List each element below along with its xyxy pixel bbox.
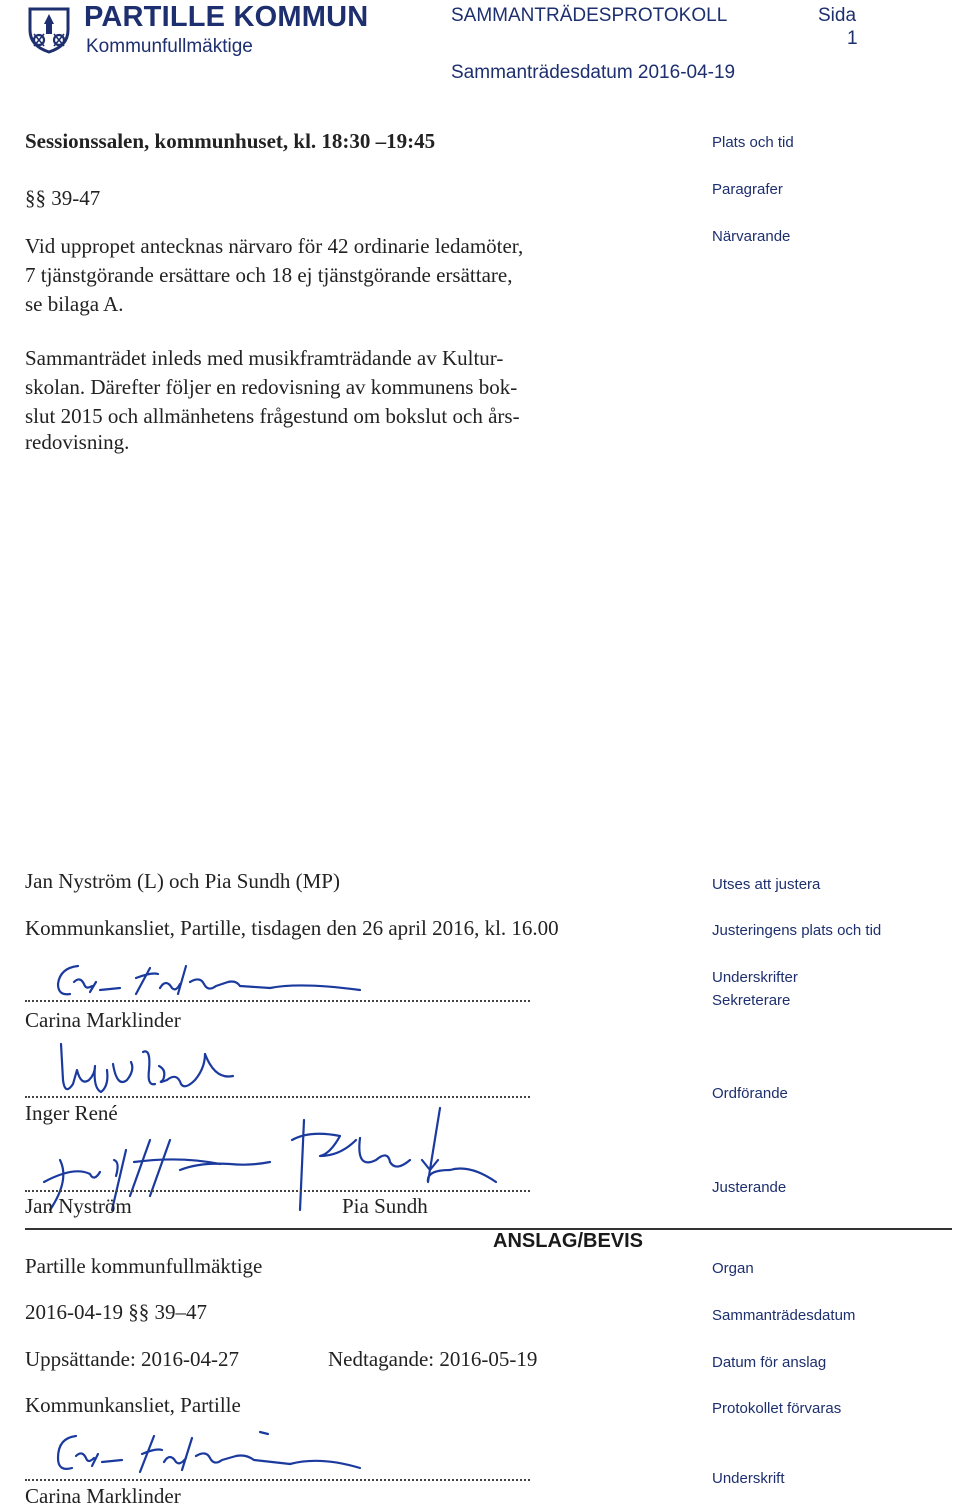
paragraphs-text: §§ 39-47	[25, 186, 101, 210]
attendance-line-2: 7 tjänstgörande ersättare och 18 ej tjänstgörande ersättare,	[25, 263, 513, 287]
intro-line-3: slut 2015 och allmänhetens frågestund om bokslut och års-	[25, 404, 520, 428]
label-posting-date: Datum för anslag	[712, 1354, 827, 1371]
adjust-place-text: Kommunkansliet, Partille, tisdagen den 26 april 2016, kl. 16.00	[25, 916, 559, 940]
notice-signature	[50, 1428, 370, 1480]
label-paragraphs: Paragrafer	[712, 181, 783, 198]
org-name: PARTILLE KOMMUN	[84, 1, 369, 33]
label-adjust-place: Justeringens plats och tid	[712, 922, 882, 939]
signature-line	[25, 1479, 530, 1481]
intro-line-4: redovisning.	[25, 430, 130, 454]
chair-name: Inger René	[25, 1101, 118, 1125]
label-signature: Underskrift	[712, 1470, 785, 1487]
secretary-signature	[40, 958, 380, 1003]
intro-line-2: skolan. Därefter följer en redovisning av kommunens bok-	[25, 375, 518, 399]
signature-line	[25, 1190, 530, 1192]
secretary-name: Carina Marklinder	[25, 1008, 181, 1032]
label-adjuster: Justerande	[712, 1179, 787, 1196]
document-type: SAMMANTRÄDESPROTOKOLL	[451, 5, 728, 26]
label-chair: Ordförande	[712, 1085, 788, 1102]
attendance-line-3: se bilaga A.	[25, 292, 124, 316]
notice-title: ANSLAG/BEVIS	[493, 1230, 644, 1252]
notice-stored-at: Kommunkansliet, Partille	[25, 1393, 241, 1417]
coat-of-arms-icon	[24, 4, 74, 54]
notice-date-paragraphs: 2016-04-19 §§ 39–47	[25, 1300, 207, 1324]
org-subtitle: Kommunfullmäktige	[86, 36, 253, 57]
label-present: Närvarande	[712, 228, 791, 245]
header-meeting-date: Sammanträdesdatum 2016-04-19	[451, 62, 736, 83]
notice-removed: Nedtagande: 2016-05-19	[328, 1347, 538, 1371]
attendance-line-1: Vid uppropet antecknas närvaro för 42 ordinarie ledamöter,	[25, 234, 524, 258]
notice-signer-name: Carina Marklinder	[25, 1484, 181, 1508]
label-place-time: Plats och tid	[712, 134, 794, 151]
adjusters-text: Jan Nyström (L) och Pia Sundh (MP)	[25, 869, 340, 893]
page-label: Sida	[818, 5, 857, 26]
page-number: 1	[847, 28, 858, 49]
section-divider	[25, 1228, 952, 1230]
label-adjusters: Utses att justera	[712, 876, 821, 893]
label-meeting-date: Sammanträdesdatum	[712, 1307, 856, 1324]
intro-line-1: Sammanträdet inleds med musikframträdande av Kultur-	[25, 346, 504, 370]
notice-posted: Uppsättande: 2016-04-27	[25, 1347, 240, 1371]
label-signatures: Underskrifter	[712, 969, 798, 986]
label-stored: Protokollet förvaras	[712, 1400, 842, 1417]
adjuster2-name: Pia Sundh	[342, 1194, 428, 1218]
adjuster1-name: Jan Nyström	[25, 1194, 132, 1218]
place-time-text: Sessionssalen, kommunhuset, kl. 18:30 –19:45	[25, 129, 436, 153]
label-secretary: Sekreterare	[712, 992, 791, 1009]
notice-organ: Partille kommunfullmäktige	[25, 1254, 263, 1278]
signature-line	[25, 1000, 530, 1002]
signature-line	[25, 1096, 530, 1098]
label-organ: Organ	[712, 1260, 754, 1277]
